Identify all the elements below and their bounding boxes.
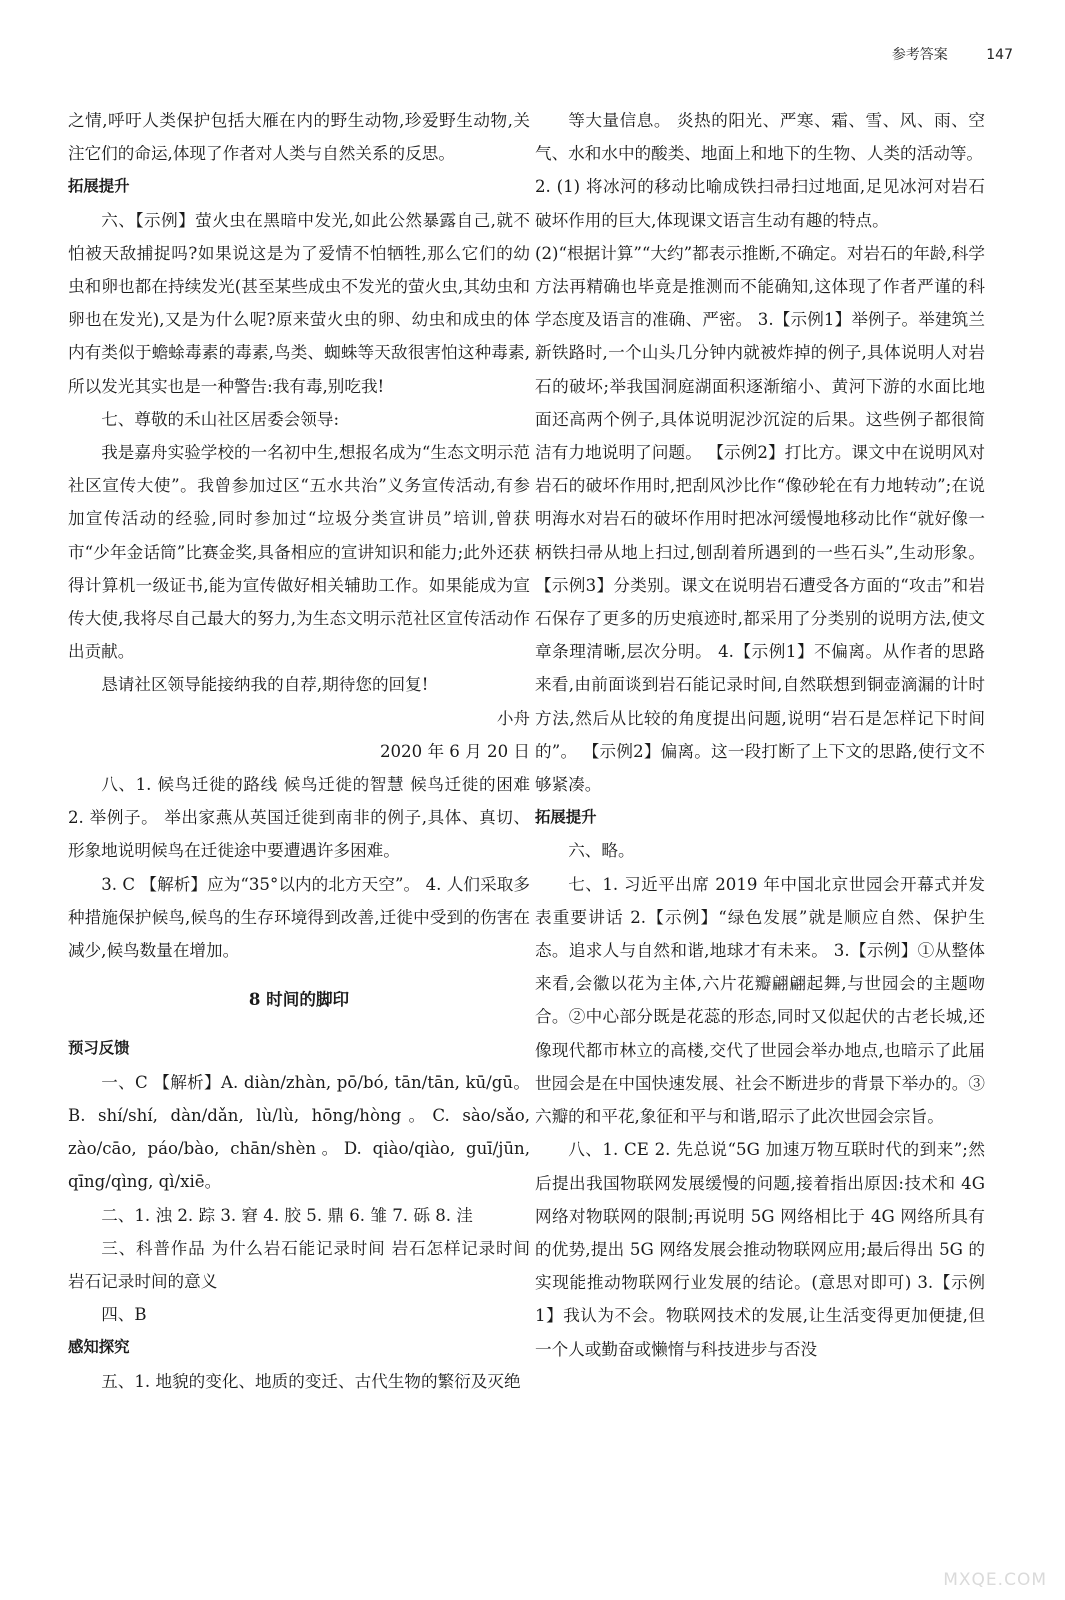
section-heading: 拓展提升 (68, 177, 130, 196)
paragraph: 我是嘉舟实验学校的一名初中生,想报名成为“生态文明示范社区宣传大使”。我曾参加过区“五水共治”义务宣传活动,有参加宣传活动的经验,同时参加过“垃圾分类宣讲员”培训,曾获市“少年金话筒”比赛金奖,具备相应的宣讲知识和能力;此外还获得计算机一级证书,能为宣传做好相关辅助工作。如果能成为宣传大使,我将尽自己最大的努力,为生态文明示范社区宣传活动作出贡献。 (68, 443, 530, 662)
paragraph: 六、【示例】萤火虫在黑暗中发光,如此公然暴露自己,就不怕被天敌捕捉吗?如果说这是为了爱情不怕牺牲,那么它们的幼虫和卵也都在持续发光(甚至某些成虫不发光的萤火虫,其幼虫和卵也在发光),又是为什么呢?原来萤火虫的卵、幼虫和成虫的体内有类似于蟾蜍毒素的毒素,鸟类、蜘蛛等天敌很害怕这种毒素,所以发光其实也是一种警告:我有毒,别吃我! (68, 210, 530, 396)
section-heading: 预习反馈 (68, 1039, 130, 1058)
paragraph: (2)“根据计算”“大约”都表示推断,不确定。对岩石的年龄,科学方法再精确也毕竟是推测而不能确知,这体现了作者严谨的科学态度及语言的准确、严密。 3.【示例1】举例子。举建筑兰新铁路时,一个山头几分钟内就被炸掉的例子,具体说明人对岩石的破坏;举我国洞庭湖面积逐渐缩小、黄河下游的水面比地面还高两个例子,具体说明泥沙沉淀的后果。这些例子都很简洁有力地说明了问题。 【示例2】打比方。课文中在说明风对岩石的破坏作用时,把刮风沙比作“像砂轮在有力地转动”;在说明海水对岩石的破坏作用时把冰河缓慢地移动比作“就好像一柄铁扫帚从地上扫过,刨刮着所遇到的一些石头”,生动形象。【示例3】分类别。课文在说明岩石遭受各方面的“攻击”和岩石保存了更多的历史痕迹时,都采用了分类别的说明方法,使文章条理清晰,层次分明。 4.【示例1】不偏离。从作者的思路来看,由前面谈到岩石能记录时间,自然联想到铜壶滴漏的计时方法,然后从比较的角度提出问题,说明“岩石是怎样记下时间的”。 【示例2】偏离。这一段打断了上下文的思路,使行文不够紧凑。 (535, 243, 985, 795)
header-title: 参考答案 (891, 47, 948, 63)
chapter-title: 8 时间的脚印 (248, 989, 350, 1010)
signature: 小舟 (496, 708, 530, 728)
paragraph: 2. (1) 将冰河的移动比喻成铁扫帚扫过地面,足见冰河对岩石破坏作用的巨大,体现课文语言生动有趣的特点。 (535, 177, 985, 230)
paragraph: 六、略。 (568, 841, 635, 861)
paragraph: 恳请社区领导能接纳我的自荐,期待您的回复! (101, 675, 429, 695)
section-heading: 感知探究 (68, 1338, 130, 1357)
left-column (68, 104, 530, 1398)
paragraph: 八、1. 候鸟迁徙的路线 候鸟迁徙的智慧 候鸟迁徙的困难 2. 举例子。 举出家燕从英国迁徙到南非的例子,具体、真切、形象地说明候鸟在迁徙途中要遭遇许多困难。 (68, 775, 530, 861)
page-number: 147 (986, 47, 1013, 63)
paragraph: 三、科普作品 为什么岩石能记录时间 岩石怎样记录时间 岩石记录时间的意义 (68, 1238, 530, 1291)
paragraph: 等大量信息。 炎热的阳光、严寒、霜、雪、风、雨、空气、水和水中的酸类、地面上和地下的生物、人类的活动等。 (535, 111, 985, 164)
right-column (535, 104, 985, 1366)
paragraph: 八、1. CE 2. 先总说“5G 加速万物互联时代的到来”;然后提出我国物联网发展缓慢的问题,接着指出原因:技术和 4G 网络对物联网的限制;再说明 5G 网络相比于 4G 网络所具有的优势,提出 5G 网络发展会推动物联网应用;最后得出 5G 的实现能推动物联网行业发展的结论。(意思对即可) 3.【示例1】我认为不会。物联网技术的发展,让生活变得更加便捷,但一个人或勤奋或懒惰与科技进步与否没 (535, 1140, 985, 1359)
paragraph: 二、1. 浊 2. 踪 3. 窘 4. 胶 5. 鼎 6. 雏 7. 砾 8. 洼 (101, 1205, 473, 1225)
section-heading: 拓展提升 (535, 808, 597, 827)
paragraph: 七、1. 习近平出席 2019 年中国北京世园会开幕式并发表重要讲话 2.【示例】“绿色发展”就是顺应自然、保护生态。追求人与自然和谐,地球才有未来。 3.【示例】①从整体来看,会徽以花为主体,六片花瓣翩翩起舞,与世园会的主题吻合。②中心部分既是花蕊的形态,同时又似起伏的古老长城,还像现代都市林立的高楼,交代了世园会举办地点,也暗示了此届世园会是在中国快速发展、社会不断进步的背景下举办的。③六瓣的和平花,象征和平与和谐,昭示了此次世园会宗旨。 (535, 874, 985, 1127)
paragraph: 五、1. 地貌的变化、地质的变迁、古代生物的繁衍及灭绝 (101, 1371, 521, 1391)
paragraph: 四、B (101, 1305, 147, 1325)
paragraph: 七、尊敬的禾山社区居委会领导: (101, 409, 340, 429)
paragraph: 3. C 【解析】应为“35°以内的北方天空”。 4. 人们采取多种措施保护候鸟,候鸟的生存环境得到改善,迁徙中受到的伤害在减少,候鸟数量在增加。 (68, 874, 530, 961)
paragraph: 一、C 【解析】A. diàn/zhàn, pō/bó, tān/tān, kū/gū。B. shí/shí, dàn/dǎn, lù/lù, hōng/hòng。C. sào/sǎo, zào/cāo, páo/bào, chān/shèn。D. qiào/qiào, guī/jūn, qīng/qìng, qì/xiē。 (68, 1072, 530, 1192)
date: 2020 年 6 月 20 日 (379, 741, 530, 761)
paragraph: 之情,呼吁人类保护包括大雁在内的野生动物,珍爱野生动物,关注它们的命运,体现了作者对人类与自然关系的反思。 (68, 111, 530, 164)
page-header (892, 44, 1013, 64)
watermark: MXQE.COM (943, 1570, 1047, 1590)
